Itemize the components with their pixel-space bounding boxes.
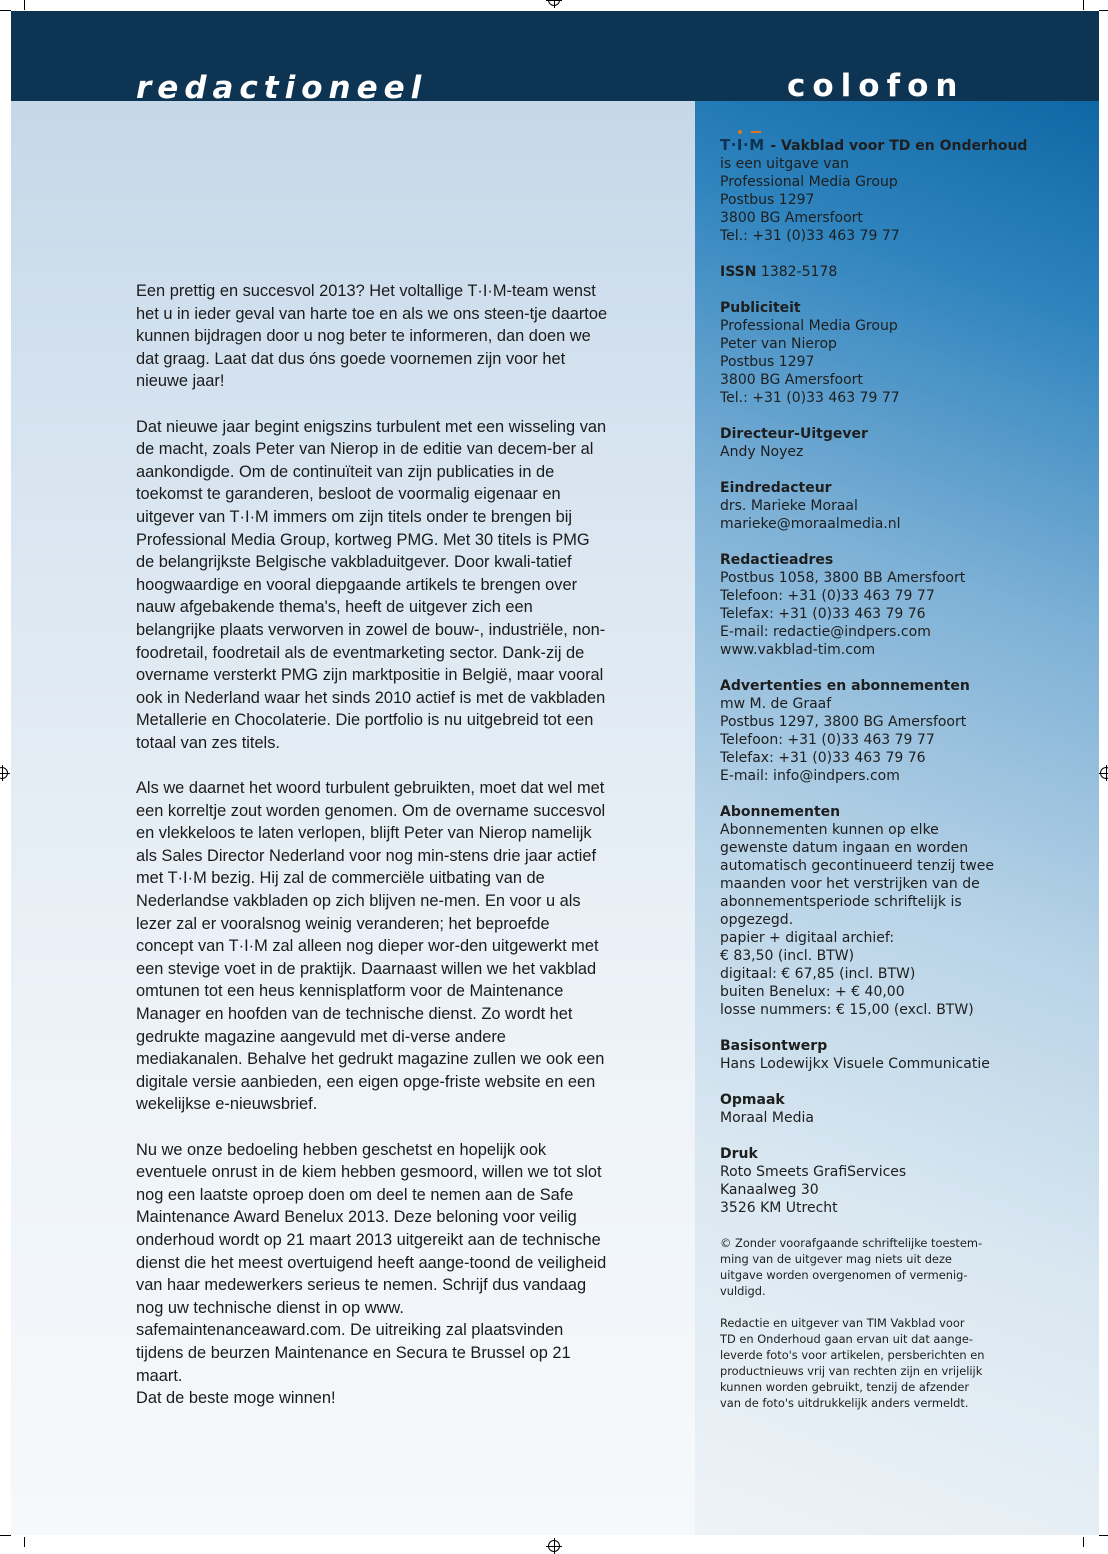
colofon-block bbox=[720, 1145, 1010, 1217]
colofon-block-line: Abonnementen kunnen op elke bbox=[720, 822, 939, 838]
colofon-block-label: Basisontwerp bbox=[720, 1038, 828, 1054]
colofon-block-line: gewenste datum ingaan en worden bbox=[720, 840, 969, 856]
colofon-block-line: Tel.: +31 (0)33 463 79 77 bbox=[720, 390, 900, 406]
colofon-block-line: Telefax: +31 (0)33 463 79 76 bbox=[720, 750, 926, 766]
colofon-heading: colofon bbox=[787, 68, 965, 104]
colofon-block-line: mw M. de Graaf bbox=[720, 696, 832, 712]
colofon-block-line: buiten Benelux: + € 40,00 bbox=[720, 984, 905, 1000]
registration-mark-icon bbox=[548, 0, 560, 6]
colofon-block-label: Redactieadres bbox=[720, 552, 834, 568]
editorial-closing: Dat de beste moge winnen! bbox=[136, 1389, 336, 1408]
issn-block bbox=[720, 263, 1010, 281]
issn-value: 1382-5178 bbox=[760, 264, 838, 280]
colofon-block bbox=[720, 803, 1010, 1019]
colofon-block bbox=[720, 479, 1010, 533]
colofon-block-line: € 83,50 (incl. BTW) bbox=[720, 948, 855, 964]
issn-label: ISSN bbox=[720, 264, 757, 280]
colofon-block-line: Peter van Nierop bbox=[720, 336, 837, 352]
colofon-block-line: papier + digitaal archief: bbox=[720, 930, 895, 946]
colofon-block bbox=[720, 551, 1010, 659]
editorial-paragraph: Nu we onze bedoeling hebben geschetst en hopelijk ook eventuele onrust in de kiem hebben gesmoord, willen we tot slot nog een laatste oproep doen om deel te nemen aan de Safe Maintenance Award Benelux 2013. Deze beloning voor veilig onderhoud wordt op 21 maart 2013 uitgereikt aan de technische dienst die het meest overtuigend heeft aange-toond de veiligheid van haar medewerkers serieus te nemen. Schrijf dus vandaag nog uw technische dienst in op www. safemaintenanceaward.com. De uitreiking zal plaatsvinden tijdens de beurzen Maintenance en Secura te Brussel op 21 maart. bbox=[136, 1140, 607, 1385]
colofon-block bbox=[720, 677, 1010, 785]
colofon-block-line: Professional Media Group bbox=[720, 318, 898, 334]
colofon-block-line: Andy Noyez bbox=[720, 444, 804, 460]
publisher-line: Tel.: +31 (0)33 463 79 77 bbox=[720, 228, 900, 244]
crop-mark bbox=[0, 10, 11, 11]
crop-mark bbox=[1099, 1535, 1108, 1536]
colofon-block-line: Telefoon: +31 (0)33 463 79 77 bbox=[720, 588, 935, 604]
tim-tagline: - Vakblad voor TD en Onderhoud bbox=[770, 138, 1028, 154]
colofon-block-label: Publiciteit bbox=[720, 300, 801, 316]
colofon-block-line: Postbus 1058, 3800 BB Amersfoort bbox=[720, 570, 966, 586]
colofon-block-label: Abonnementen bbox=[720, 804, 841, 820]
disclaimer-paragraph bbox=[720, 1315, 1010, 1411]
tim-logo-text: T·I·M bbox=[720, 136, 765, 154]
colofon-block-line: Hans Lodewijkx Visuele Communicatie bbox=[720, 1056, 990, 1072]
colofon-disclaimers bbox=[720, 1235, 1010, 1411]
colofon-block-line: E-mail: info@indpers.com bbox=[720, 768, 900, 784]
disclaimer-line: Redactie en uitgever van TIM Vakblad voor bbox=[720, 1316, 965, 1330]
publisher-line: Postbus 1297 bbox=[720, 192, 815, 208]
colofon-block-line: drs. Marieke Moraal bbox=[720, 498, 858, 514]
editorial-heading: redactioneel bbox=[136, 70, 428, 106]
colofon-block-label: Advertenties en abonnementen bbox=[720, 678, 970, 694]
disclaimer-line: ming van de uitgever mag niets uit deze bbox=[720, 1252, 952, 1266]
disclaimer-paragraph bbox=[720, 1235, 1010, 1299]
editorial-paragraph: Dat nieuwe jaar begint enigszins turbulent met een wisseling van de macht, zoals Peter van Nierop in de editie van decem-ber al aankondigde. Om de continuïteit van zijn publicaties in de toekomst te garanderen, besloot de voormalig eigenaar en uitgever van T·I·M immers om zijn titels onder te brengen bij Professional Media Group, kortweg PMG. Met 30 titels is PMG de belangrijkste Belgische vakbladuitgever. Door kwali-tatief hoogwaardige en vooral diepgaande artikels te brengen over nauw afgebakende thema's, heeft de uitgever zich een belangrijke plaats verworven in zowel de bouw-, industriële, non-foodretail, foodretail als de eventmarketing sector. Dank-zij de overname versterkt PMG zijn marktpositie in België, maar vooral ook in Nederland waar het sinds 2010 actief is met de vakbladen Metallerie en Chocolaterie. Die portfolio is nu uitgebreid tot een totaal van zes titels. bbox=[136, 417, 607, 752]
disclaimer-line: van de foto's uitdrukkelijk anders vermeldt. bbox=[720, 1396, 969, 1410]
disclaimer-line: productnieuws vrij van rechten zijn en vrijelijk bbox=[720, 1364, 983, 1378]
colofon-block-line: E-mail: redactie@indpers.com bbox=[720, 624, 931, 640]
publisher-line: 3800 BG Amersfoort bbox=[720, 210, 863, 226]
colofon-block-line: www.vakblad-tim.com bbox=[720, 642, 876, 658]
colofon-block-label: Directeur-Uitgever bbox=[720, 426, 868, 442]
crop-mark bbox=[24, 0, 25, 10]
colofon-blocks bbox=[720, 299, 1010, 1217]
disclaimer-line: TD en Onderhoud gaan ervan uit dat aange- bbox=[720, 1332, 973, 1346]
registration-mark-icon bbox=[0, 767, 8, 779]
crop-mark bbox=[1083, 1537, 1084, 1547]
colofon-block-line: Postbus 1297, 3800 BG Amersfoort bbox=[720, 714, 967, 730]
colofon-block-line: automatisch gecontinueerd tenzij twee bbox=[720, 858, 994, 874]
colofon-block-line: Telefax: +31 (0)33 463 79 76 bbox=[720, 606, 926, 622]
colofon-block bbox=[720, 1091, 1010, 1127]
colofon-block bbox=[720, 425, 1010, 461]
crop-mark bbox=[24, 1537, 25, 1547]
colofon-block-label: Opmaak bbox=[720, 1092, 785, 1108]
disclaimer-line: leverde foto's voor artikelen, persberichten en bbox=[720, 1348, 985, 1362]
logo-dot-icon bbox=[738, 130, 742, 134]
crop-mark bbox=[1083, 0, 1084, 10]
colofon-block-line: Moraal Media bbox=[720, 1110, 814, 1126]
disclaimer-line: uitgave worden overgenomen of vermenig- bbox=[720, 1268, 968, 1282]
colofon-block-line: Kanaalweg 30 bbox=[720, 1182, 819, 1198]
editorial-paragraph: Een prettig en succesvol 2013? Het voltallige T·I·M-team wenst het u in ieder geval van harte toe en als we ons steen-tje daartoe kunnen bijdragen door u nog beter te informeren, dan doen we dat graag. Laat dat dus óns goede voornemen zijn voor het nieuwe jaar! bbox=[136, 282, 608, 391]
colofon-block-label: Eindredacteur bbox=[720, 480, 832, 496]
colofon-block-line: Postbus 1297 bbox=[720, 354, 815, 370]
tim-logo bbox=[720, 136, 770, 154]
publisher-block bbox=[720, 136, 1028, 245]
colofon-column bbox=[720, 136, 1028, 1427]
colofon-block-line: marieke@moraalmedia.nl bbox=[720, 516, 901, 532]
colofon-block-line: losse nummers: € 15,00 (excl. BTW) bbox=[720, 1002, 974, 1018]
colofon-block-line: opgezegd. bbox=[720, 912, 794, 928]
colofon-block-line: 3526 KM Utrecht bbox=[720, 1200, 838, 1216]
colofon-block bbox=[720, 299, 1010, 407]
editorial-paragraph: Als we daarnet het woord turbulent gebruikten, moet dat wel met een korreltje zout worden genomen. Om de overname succesvol en vlekkeloos te laten verlopen, blijft Peter van Nierop namelijk als Sales Director Nederland voor nog min-stens drie jaar actief met T·I·M bezig. Hij zal de commerciële uitbating van de Nederlandse vakbladen op zich blijven ne-men. En voor u als lezer zal er vooralsnog weinig veranderen; het beproefde concept van T·I·M zal alleen nog dieper wor-den uitgewerkt met een stevige voet in de praktijk. Daarnaast willen we het vakblad omtunen tot een heus kennisplatform voor de Maintenance Manager en hoofden van de technische dienst. Zo wordt het gedrukte magazine aangevuld met di-verse andere mediakanalen. Behalve het gedrukt magazine zullen we ook een digitale versie aanbieden, een eigen opge-friste website en een wekelijkse e-nieuwsbrief. bbox=[136, 779, 606, 1114]
logo-bar-icon bbox=[751, 131, 761, 133]
disclaimer-line: vuldigd. bbox=[720, 1284, 766, 1298]
publisher-line: is een uitgave van bbox=[720, 156, 849, 172]
colofon-block-label: Druk bbox=[720, 1146, 758, 1162]
colofon-block bbox=[720, 1037, 1010, 1073]
registration-mark-icon bbox=[1100, 767, 1108, 779]
publisher-line: Professional Media Group bbox=[720, 174, 898, 190]
colofon-block-line: 3800 BG Amersfoort bbox=[720, 372, 863, 388]
colofon-block-line: abonnementsperiode schriftelijk is bbox=[720, 894, 962, 910]
disclaimer-line: kunnen worden gebruikt, tenzij de afzender bbox=[720, 1380, 970, 1394]
colofon-block-line: Roto Smeets GrafiServices bbox=[720, 1164, 907, 1180]
crop-mark bbox=[1099, 10, 1108, 11]
disclaimer-line: © Zonder voorafgaande schriftelijke toestem- bbox=[720, 1236, 983, 1250]
crop-mark bbox=[0, 1535, 11, 1536]
colofon-block-line: maanden voor het verstrijken van de bbox=[720, 876, 980, 892]
editorial-text bbox=[136, 280, 608, 1410]
colofon-block-line: digitaal: € 67,85 (incl. BTW) bbox=[720, 966, 916, 982]
colofon-block-line: Telefoon: +31 (0)33 463 79 77 bbox=[720, 732, 935, 748]
registration-mark-icon bbox=[548, 1540, 560, 1552]
